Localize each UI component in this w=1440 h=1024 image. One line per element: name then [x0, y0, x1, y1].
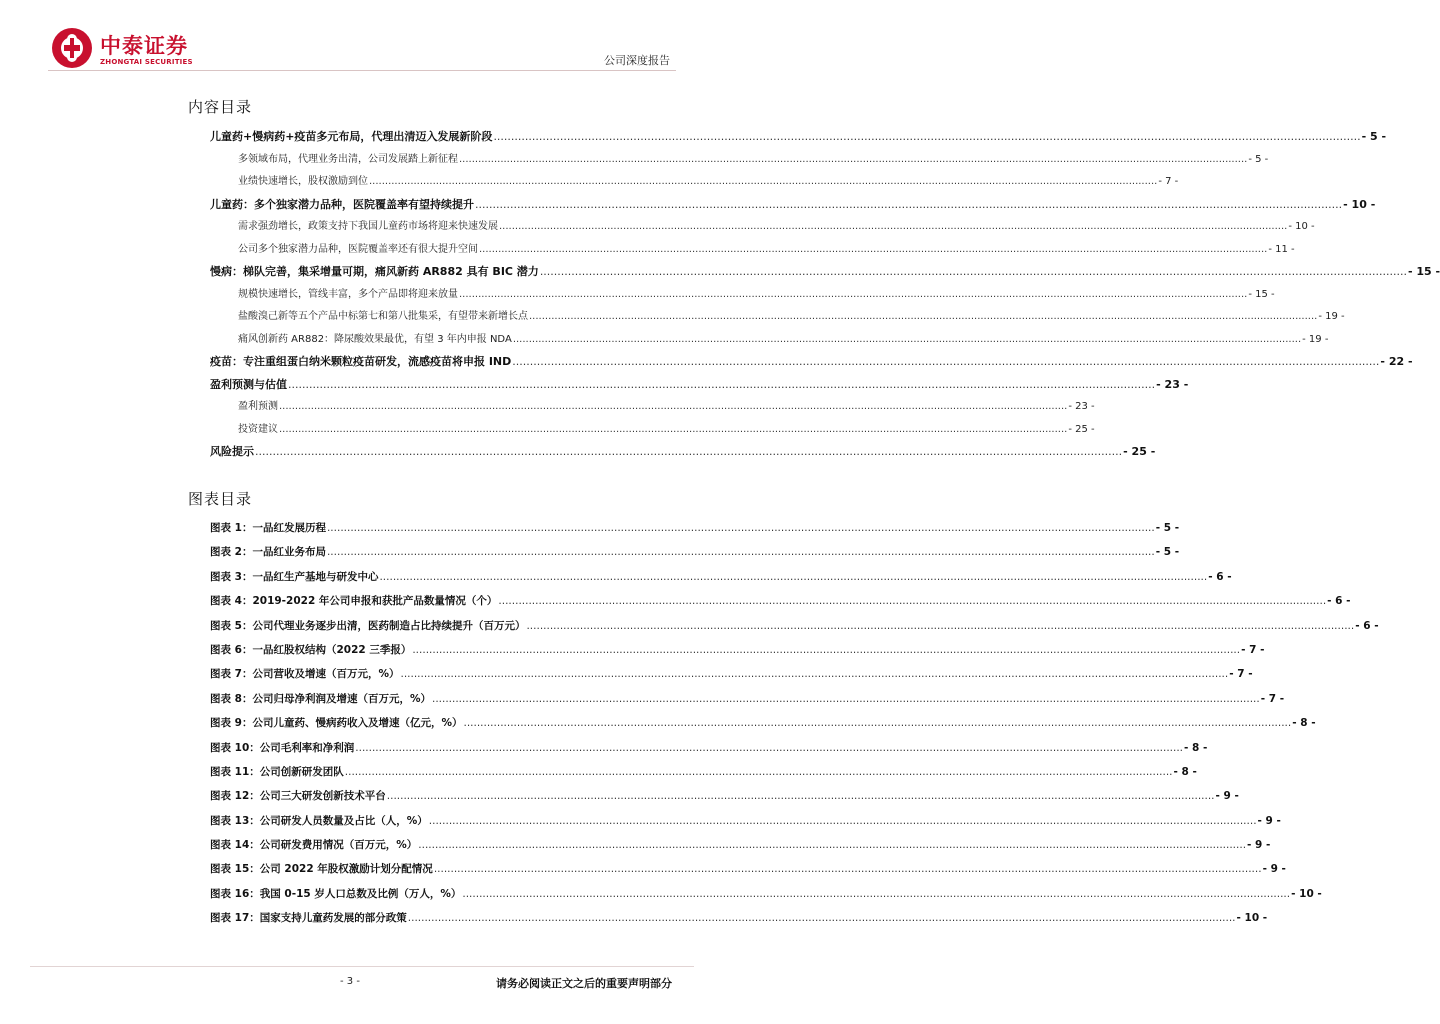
entry-title: 图表 11：公司创新研发团队	[210, 765, 344, 778]
entry-title: 痛风创新药 AR882：降尿酸效果最优，有望 3 年内申报 NDA	[238, 333, 512, 345]
figure-entry[interactable]	[210, 643, 1265, 667]
entry-page-number: - 9 -	[1247, 839, 1271, 852]
entry-title: 需求强劲增长，政策支持下我国儿童药市场将迎来快速发展	[238, 221, 498, 232]
footer-disclaimer: 请务必阅读正文之后的重要声明部分	[496, 977, 672, 990]
entry-title: 图表 9：公司儿童药、慢病药收入及增速（亿元，%）	[210, 717, 463, 730]
entry-title: 规模快速增长，管线丰富，多个产品即将迎来放量	[238, 288, 458, 300]
leader-dots	[459, 288, 1247, 302]
leader-dots	[513, 333, 1301, 347]
entry-title: 多领域布局，代理业务出清，公司发展踏上新征程	[238, 153, 458, 165]
leader-dots	[279, 400, 1067, 414]
entry-page-number: - 9 -	[1257, 814, 1281, 827]
toc-entry-level2[interactable]	[210, 220, 1315, 243]
leader-dots	[412, 643, 1240, 657]
entry-page-number: - 25 -	[1068, 423, 1095, 435]
leader-dots	[345, 765, 1173, 779]
leader-dots	[400, 667, 1228, 681]
entry-title: 图表 1：一品红发展历程	[210, 522, 326, 534]
toc-entry-level2[interactable]	[210, 175, 1179, 198]
figure-entry[interactable]	[210, 692, 1285, 716]
entry-title: 图表 4：2019-2022 年公司申报和获批产品数量情况（个）	[210, 595, 498, 608]
logo-chinese-name: 中泰证券	[100, 34, 188, 58]
entry-page-number: - 10 -	[1236, 912, 1268, 925]
toc-entry-level2[interactable]	[210, 423, 1095, 446]
entry-page-number: - 15 -	[1407, 265, 1440, 278]
entry-page-number: - 7 -	[1229, 668, 1253, 681]
leader-dots	[387, 789, 1215, 803]
figure-entry[interactable]	[210, 814, 1281, 838]
toc-entry-level1[interactable]	[210, 197, 1376, 221]
entry-page-number: - 7 -	[1241, 643, 1265, 656]
entry-title: 业绩快速增长，股权激励到位	[238, 176, 368, 187]
leader-dots	[369, 175, 1157, 189]
entry-title: 图表 15：公司 2022 年股权激励计划分配情况	[210, 863, 433, 876]
figure-entry[interactable]	[210, 838, 1271, 862]
leader-dots	[529, 310, 1317, 324]
leader-dots	[434, 862, 1262, 876]
entry-title: 图表 7：公司营收及增速（百万元，%）	[210, 668, 400, 681]
entry-title: 慢病：梯队完善，集采增量可期，痛风新药 AR882 具有 BIC 潜力	[210, 265, 539, 278]
entry-page-number: - 8 -	[1173, 765, 1197, 778]
entry-page-number: - 6 -	[1208, 570, 1232, 583]
toc-entry-level1[interactable]	[210, 355, 1413, 378]
leader-dots	[462, 887, 1290, 901]
toc-entry-level2[interactable]	[210, 288, 1275, 311]
entry-page-number: - 5 -	[1361, 130, 1387, 143]
figure-entry[interactable]	[210, 570, 1232, 594]
leader-dots	[429, 814, 1257, 828]
contents-list	[210, 130, 1440, 468]
toc-entry-level1[interactable]	[210, 377, 1189, 401]
entry-title: 投资建议	[238, 423, 278, 435]
entry-title: 图表 17：国家支持儿童药发展的部分政策	[210, 912, 407, 925]
leader-dots	[540, 265, 1407, 279]
entry-page-number: - 23 -	[1068, 401, 1095, 412]
toc-entry-level1[interactable]	[210, 265, 1440, 288]
entry-title: 图表 10：公司毛利率和净利润	[210, 741, 355, 754]
leader-dots	[418, 838, 1246, 852]
entry-title: 盈利预测	[238, 401, 278, 412]
leader-dots	[526, 619, 1354, 633]
entry-page-number: - 9 -	[1215, 790, 1239, 803]
entry-page-number: - 6 -	[1327, 595, 1351, 608]
entry-title: 图表 16：我国 0-15 岁人口总数及比例（万人，%）	[210, 887, 462, 900]
leader-dots	[463, 716, 1291, 730]
leader-dots	[459, 153, 1247, 167]
entry-title: 盈利预测与估值	[210, 377, 287, 391]
report-type-label: 公司深度报告	[604, 54, 670, 67]
leader-dots	[512, 355, 1379, 369]
entry-page-number: - 8 -	[1184, 741, 1208, 754]
entry-page-number: - 10 -	[1288, 221, 1315, 232]
entry-title: 图表 12：公司三大研发创新技术平台	[210, 790, 386, 803]
toc-entry-level2[interactable]	[210, 400, 1095, 423]
toc-entry-level2[interactable]	[210, 243, 1295, 266]
toc-entry-level2[interactable]	[210, 153, 1269, 176]
entry-page-number: - 10 -	[1291, 887, 1322, 900]
entry-title: 风险提示	[210, 445, 254, 458]
leader-dots	[355, 741, 1183, 755]
entry-page-number: - 5 -	[1155, 546, 1180, 559]
entry-page-number: - 19 -	[1318, 311, 1345, 322]
leader-dots	[475, 198, 1342, 212]
entry-page-number: - 23 -	[1156, 377, 1189, 391]
zhongtai-logo-icon	[50, 26, 94, 70]
page-number: - 3 -	[340, 976, 360, 987]
leader-dots	[327, 521, 1155, 535]
entry-title: 儿童药：多个独家潜力品种，医院覆盖率有望持续提升	[210, 197, 474, 211]
entry-page-number: - 6 -	[1355, 619, 1379, 632]
figure-entry[interactable]	[210, 545, 1180, 569]
entry-page-number: - 22 -	[1380, 355, 1413, 368]
figure-entry[interactable]	[210, 789, 1239, 813]
leader-dots	[279, 423, 1067, 437]
entry-page-number: - 25 -	[1123, 445, 1156, 458]
figure-entry[interactable]	[210, 911, 1268, 935]
entry-page-number: - 10 -	[1343, 197, 1376, 211]
logo-english-name: ZHONGTAI SECURITIES	[100, 58, 193, 66]
figure-entry[interactable]	[210, 741, 1208, 765]
figure-entry[interactable]	[210, 765, 1197, 789]
leader-dots	[493, 130, 1360, 144]
entry-page-number: - 15 -	[1248, 288, 1275, 300]
toc-entry-level2[interactable]	[210, 310, 1345, 333]
entry-title: 疫苗：专注重组蛋白纳米颗粒疫苗研发，流感疫苗将申报 IND	[210, 355, 512, 368]
leader-dots	[499, 220, 1287, 234]
entry-page-number: - 9 -	[1262, 863, 1286, 876]
leader-dots	[288, 378, 1155, 392]
entry-title: 图表 13：公司研发人员数量及占比（人，%）	[210, 814, 428, 827]
leader-dots	[498, 594, 1326, 608]
entry-page-number: - 7 -	[1158, 176, 1179, 187]
entry-title: 图表 5：公司代理业务逐步出清，医药制造占比持续提升（百万元）	[210, 619, 526, 632]
entry-page-number: - 7 -	[1260, 692, 1285, 705]
figure-entry[interactable]	[210, 594, 1351, 618]
entry-title: 盐酸溴己新等五个产品中标第七和第八批集采，有望带来新增长点	[238, 311, 528, 322]
leader-dots	[479, 243, 1267, 257]
leader-dots	[255, 445, 1122, 459]
entry-page-number: - 5 -	[1248, 153, 1269, 165]
entry-title: 图表 14：公司研发费用情况（百万元，%）	[210, 839, 418, 852]
entry-page-number: - 19 -	[1302, 333, 1329, 345]
figures-title: 图表目录	[188, 490, 253, 508]
figure-entry[interactable]	[210, 521, 1180, 545]
entry-title: 图表 8：公司归母净利润及增速（百万元，%）	[210, 692, 431, 705]
entry-title: 图表 6：一品红股权结构（2022 三季报）	[210, 643, 412, 656]
leader-dots	[408, 911, 1236, 925]
entry-page-number: - 8 -	[1292, 717, 1316, 730]
toc-entry-level2[interactable]	[210, 333, 1329, 356]
entry-title: 图表 2：一品红业务布局	[210, 546, 326, 559]
company-logo	[50, 26, 220, 74]
figure-entry[interactable]	[210, 619, 1379, 643]
leader-dots	[379, 570, 1207, 584]
footer-divider	[30, 966, 694, 967]
figure-entry[interactable]	[210, 716, 1316, 740]
entry-title: 儿童药+慢病药+疫苗多元布局，代理出清迈入发展新阶段	[210, 130, 493, 143]
leader-dots	[327, 545, 1155, 559]
entry-page-number: - 5 -	[1155, 522, 1180, 534]
entry-page-number: - 11 -	[1268, 243, 1295, 255]
entry-title: 图表 3：一品红生产基地与研发中心	[210, 570, 379, 583]
leader-dots	[432, 692, 1260, 706]
entry-title: 公司多个独家潜力品种，医院覆盖率还有很大提升空间	[238, 243, 478, 255]
toc-entry-level1[interactable]	[210, 445, 1156, 468]
contents-title: 内容目录	[188, 98, 253, 116]
header-divider	[48, 70, 676, 71]
figure-entry[interactable]	[210, 862, 1286, 886]
figures-list	[210, 521, 1379, 936]
figure-entry[interactable]	[210, 887, 1322, 911]
figure-entry[interactable]	[210, 667, 1253, 691]
toc-entry-level1[interactable]	[210, 130, 1387, 153]
